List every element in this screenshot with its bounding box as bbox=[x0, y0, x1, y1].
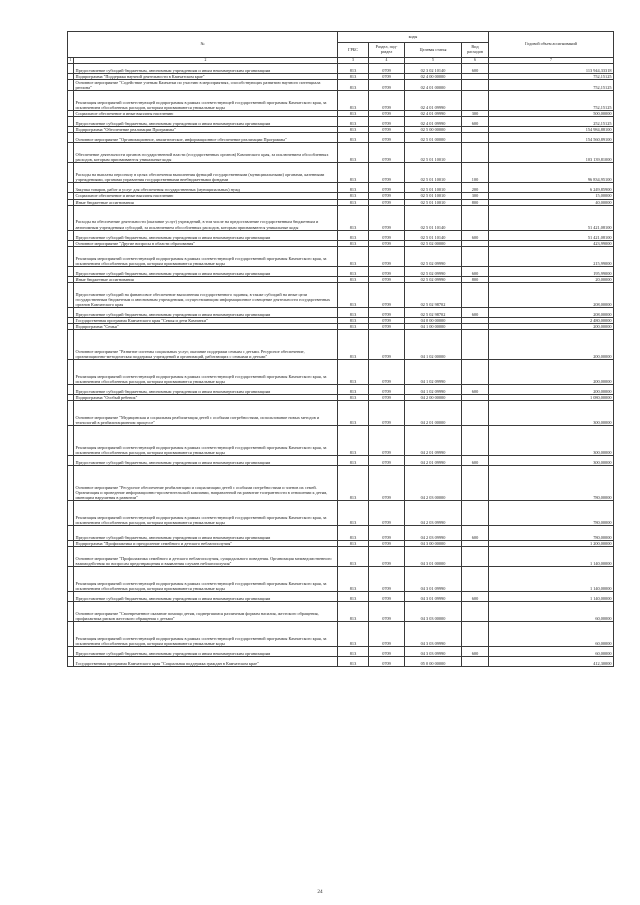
table-row-grbs: 813 bbox=[338, 401, 369, 426]
table-row-vr: 600 bbox=[462, 64, 489, 74]
table-row-vr: 800 bbox=[462, 199, 489, 205]
table-row-grbs: 813 bbox=[338, 592, 369, 602]
table-row-name: Основное мероприятие "Медицинская и социальная реабилитация детей с особыми потребностями, использование новых методов и технологий в реабилитационном процессе" bbox=[74, 401, 338, 426]
table-row-vr bbox=[462, 501, 489, 526]
table-row-vr bbox=[462, 246, 489, 266]
table-row-amount: 208,00000 bbox=[489, 282, 614, 307]
table-row-vr: 300 bbox=[462, 111, 489, 117]
table-row-vr bbox=[462, 330, 489, 360]
table-row-section: 0709 bbox=[369, 456, 405, 466]
table-row-name: Закупка товаров, работ и услуг для обеспечения государственных (муниципальных) нужд bbox=[74, 183, 338, 193]
table-row-amount: 2 480,00000 bbox=[489, 317, 614, 323]
table-row-amount: 1 140,00000 bbox=[489, 547, 614, 567]
table-row bbox=[68, 80, 614, 91]
table-row-amount: 40,00000 bbox=[489, 199, 614, 205]
table-row-target: 02 5 02 00000 bbox=[405, 240, 462, 246]
table-row-section: 0709 bbox=[369, 143, 405, 163]
table-row-grbs: 813 bbox=[338, 385, 369, 395]
table-row-target: 02 4 01 09990 bbox=[405, 117, 462, 127]
table-row-name: Подпрограмма "Семья" bbox=[74, 323, 338, 329]
table-row-target: 04 1 02 09990 bbox=[405, 360, 462, 385]
table-row-target: 02 5 00 00000 bbox=[405, 127, 462, 133]
table-row-target: 04 2 01 09990 bbox=[405, 426, 462, 456]
table-row-vr bbox=[462, 143, 489, 163]
table-row-name: Предоставление субсидий бюджетным, автономным учреждениям и иным некоммерческим организациям bbox=[74, 456, 338, 466]
table-row-amount: 780,00000 bbox=[489, 501, 614, 526]
table-row-grbs: 813 bbox=[338, 133, 369, 143]
table-row-grbs: 813 bbox=[338, 91, 369, 111]
table-row-name: Государственная программа Камчатского края "Семья и дети Камчатки" bbox=[74, 317, 338, 323]
table-row-name: Основное мероприятие "Организационное, аналитическое, информационное обеспечение реализации Программы" bbox=[74, 133, 338, 143]
table-row bbox=[68, 622, 614, 647]
table-row-section: 0709 bbox=[369, 360, 405, 385]
table-row bbox=[68, 456, 614, 466]
table-row-section: 0709 bbox=[369, 501, 405, 526]
table-row-name: Реализация мероприятий соответствующей подпрограммы в рамках соответствующей государственной программы Камчатского края, за исключением обособленных расходов, которым присваиваются уникальные коды bbox=[74, 622, 338, 647]
table-row-section: 0709 bbox=[369, 111, 405, 117]
table-row-amount: 103 139,81000 bbox=[489, 143, 614, 163]
table-row bbox=[68, 385, 614, 395]
table-row-name: Основное мероприятие "Другие вопросы в области образования" bbox=[74, 240, 338, 246]
table-row-amount: 15,00000 bbox=[489, 193, 614, 199]
header-amount: Годовой объем ассигнований bbox=[489, 32, 614, 58]
table-row-target: 02 5 02 09990 bbox=[405, 266, 462, 276]
table-row-grbs: 813 bbox=[338, 282, 369, 307]
table-row-target: 04 2 03 09990 bbox=[405, 526, 462, 541]
header-vr: Вид расходов bbox=[462, 43, 489, 58]
table-body bbox=[68, 64, 614, 667]
table-row-name: Предоставление субсидий бюджетным, автономным учреждениям и иным некоммерческим организациям bbox=[74, 64, 338, 74]
table-row-vr bbox=[462, 622, 489, 647]
table-row-vr: 200 bbox=[462, 183, 489, 193]
table-row bbox=[68, 466, 614, 501]
table-row-name: Реализация мероприятий соответствующей подпрограммы в рамках соответствующей государственной программы Камчатского края, за исключением обособленных расходов, которым присваиваются уникальные коды bbox=[74, 360, 338, 385]
table-row-section: 0709 bbox=[369, 307, 405, 317]
table-row bbox=[68, 330, 614, 360]
table-row-section: 0709 bbox=[369, 163, 405, 183]
table-row-amount: 200,00000 bbox=[489, 323, 614, 329]
table-row-section: 0709 bbox=[369, 466, 405, 501]
table-row-vr bbox=[462, 602, 489, 622]
table-row-section: 0709 bbox=[369, 240, 405, 246]
table-row-name: Расходы на выплаты персоналу в целях обеспечения выполнения функций государственными (муниципальными) органами, казенными учреждениями, органами управления государственными внебюджетными фондами bbox=[74, 163, 338, 183]
table-row bbox=[68, 64, 614, 74]
table-row-target: 04 3 00 00000 bbox=[405, 541, 462, 547]
table-row-section: 0709 bbox=[369, 330, 405, 360]
table-row-target: 04 2 01 00000 bbox=[405, 401, 462, 426]
table-row-vr: 100 bbox=[462, 163, 489, 183]
table-row-amount: 300,00000 bbox=[489, 426, 614, 456]
table-row-target: 02 5 01 10140 bbox=[405, 205, 462, 230]
table-row-vr: 600 bbox=[462, 456, 489, 466]
table-row-amount: 423,99000 bbox=[489, 240, 614, 246]
table-row-target: 02 5 01 10010 bbox=[405, 183, 462, 193]
header-index: 3 bbox=[338, 58, 369, 64]
table-row bbox=[68, 547, 614, 567]
header-section: Раздел, под-раздел bbox=[369, 43, 405, 58]
table-row-grbs: 813 bbox=[338, 64, 369, 74]
budget-sheet bbox=[67, 31, 613, 667]
table-row-grbs: 813 bbox=[338, 317, 369, 323]
table-row-amount: 215,99000 bbox=[489, 246, 614, 266]
table-row-section: 0709 bbox=[369, 622, 405, 647]
table-row-amount: 1 080,00000 bbox=[489, 395, 614, 401]
table-row-target: 04 2 01 09990 bbox=[405, 456, 462, 466]
table-row-amount: 154 984,88100 bbox=[489, 127, 614, 133]
table-row-amount: 1 200,00000 bbox=[489, 541, 614, 547]
table-row-section: 0709 bbox=[369, 199, 405, 205]
header-target: Целевая статья bbox=[405, 43, 462, 58]
table-row-target: 04 2 03 09990 bbox=[405, 501, 462, 526]
table-row-vr bbox=[462, 567, 489, 592]
table-row bbox=[68, 230, 614, 240]
table-row-section: 0709 bbox=[369, 266, 405, 276]
table-row-grbs: 813 bbox=[338, 622, 369, 647]
table-row-vr: 600 bbox=[462, 385, 489, 395]
table-row-amount: 780,00000 bbox=[489, 526, 614, 541]
table-row-vr bbox=[462, 360, 489, 385]
table-row-target: 02 5 01 10010 bbox=[405, 143, 462, 163]
table-row-grbs: 813 bbox=[338, 74, 369, 80]
table-row-name: Предоставление субсидий бюджетным, автономным учреждениям и иным некоммерческим организациям bbox=[74, 230, 338, 240]
table-row-amount: 96 834,95100 bbox=[489, 163, 614, 183]
table-row-name: Предоставление субсидий бюджетным, автономным учреждениям и иным некоммерческим организациям bbox=[74, 526, 338, 541]
table-row bbox=[68, 266, 614, 276]
table-row-grbs: 813 bbox=[338, 117, 369, 127]
table-row bbox=[68, 526, 614, 541]
table-row-target: 05 0 00 00000 bbox=[405, 657, 462, 667]
table-row-grbs: 813 bbox=[338, 143, 369, 163]
table-row-section: 0709 bbox=[369, 276, 405, 282]
table-row-section: 0709 bbox=[369, 657, 405, 667]
table-row-vr bbox=[462, 205, 489, 230]
table-row-name: Подпрограмма "Особый ребенок" bbox=[74, 395, 338, 401]
table-row-amount: 300,00000 bbox=[489, 456, 614, 466]
table-row-amount: 60,00000 bbox=[489, 622, 614, 647]
table-row bbox=[68, 657, 614, 667]
table-row-amount: 500,00000 bbox=[489, 111, 614, 117]
page-number: 24 bbox=[317, 889, 323, 895]
table-row-amount: 208,00000 bbox=[489, 307, 614, 317]
table-row-target: 04 1 00 00000 bbox=[405, 323, 462, 329]
table-row-grbs: 813 bbox=[338, 111, 369, 117]
table-row-amount: 1 140,00000 bbox=[489, 592, 614, 602]
table-row-amount: 60,00000 bbox=[489, 647, 614, 657]
table-row-grbs: 813 bbox=[338, 199, 369, 205]
table-row-grbs: 813 bbox=[338, 323, 369, 329]
table-row-name: Реализация мероприятий соответствующей подпрограммы в рамках соответствующей государственной программы Камчатского края, за исключением обособленных расходов, которым присваиваются уникальные коды bbox=[74, 501, 338, 526]
table-row-vr bbox=[462, 133, 489, 143]
table-row bbox=[68, 307, 614, 317]
table-row-amount: 752,15125 bbox=[489, 80, 614, 91]
table-row-section: 0709 bbox=[369, 401, 405, 426]
header-index: 6 bbox=[462, 58, 489, 64]
table-row-vr: 600 bbox=[462, 592, 489, 602]
table-row-grbs: 813 bbox=[338, 183, 369, 193]
table-row bbox=[68, 282, 614, 307]
table-row-name: Предоставление субсидий бюджетным, автономным учреждениям и иным некоммерческим организациям bbox=[74, 592, 338, 602]
table-row bbox=[68, 133, 614, 143]
table-row bbox=[68, 647, 614, 657]
table-row-name: Реализация мероприятий соответствующей подпрограммы в рамках соответствующей государственной программы Камчатского края, за исключением обособленных расходов, которым присваиваются уникальные коды bbox=[74, 567, 338, 592]
table-row-name: Подпрограмма "Обеспечение реализации Программы" bbox=[74, 127, 338, 133]
table-row bbox=[68, 401, 614, 426]
table-row-section: 0709 bbox=[369, 64, 405, 74]
table-row-amount: 1 140,00000 bbox=[489, 567, 614, 592]
table-row-grbs: 813 bbox=[338, 80, 369, 91]
table-row-section: 0709 bbox=[369, 541, 405, 547]
table-row-grbs: 813 bbox=[338, 240, 369, 246]
table-row-target: 04 3 03 09990 bbox=[405, 647, 462, 657]
table-row-amount: 200,00000 bbox=[489, 330, 614, 360]
table-row-grbs: 813 bbox=[338, 647, 369, 657]
header-index: 5 bbox=[405, 58, 462, 64]
table-row-grbs: 813 bbox=[338, 526, 369, 541]
table-row-name: Расходы на обеспечение деятельности (оказание услуг) учреждений, в том числе на предоставление государственным бюджетным и автономным учреждениям субсидий, за исключением обособленных расходов, которым присваиваются уникальные коды bbox=[74, 205, 338, 230]
table-row-grbs: 813 bbox=[338, 456, 369, 466]
table-row bbox=[68, 567, 614, 592]
table-row-amount: 752,15125 bbox=[489, 74, 614, 80]
table-row-amount: 412,30000 bbox=[489, 657, 614, 667]
table-row-amount: 60,00000 bbox=[489, 602, 614, 622]
table-row bbox=[68, 143, 614, 163]
table-row-target: 04 3 01 09990 bbox=[405, 592, 462, 602]
table-row-amount: 200,00000 bbox=[489, 360, 614, 385]
table-row-target: 04 3 01 09990 bbox=[405, 567, 462, 592]
table-row bbox=[68, 426, 614, 456]
table-row-target: 04 3 03 09990 bbox=[405, 622, 462, 647]
table-row-grbs: 813 bbox=[338, 501, 369, 526]
table-row-amount: 252,15125 bbox=[489, 117, 614, 127]
table-row-name: Государственная программа Камчатского края "Социальная поддержка граждан в Камчатском крае" bbox=[74, 657, 338, 667]
table-row bbox=[68, 501, 614, 526]
table-row bbox=[68, 602, 614, 622]
table-row-target: 02 4 01 09990 bbox=[405, 111, 462, 117]
header-index: 4 bbox=[369, 58, 405, 64]
table-row-amount: 195,99000 bbox=[489, 266, 614, 276]
table-row-section: 0709 bbox=[369, 127, 405, 133]
table-row-amount: 200,00000 bbox=[489, 385, 614, 395]
table-row-section: 0709 bbox=[369, 602, 405, 622]
table-row-vr bbox=[462, 547, 489, 567]
table-row-target: 02 5 01 10010 bbox=[405, 199, 462, 205]
table-row-grbs: 813 bbox=[338, 360, 369, 385]
table-row-target: 02 4 01 00000 bbox=[405, 80, 462, 91]
table-row-target: 02 4 00 00000 bbox=[405, 74, 462, 80]
table-row bbox=[68, 117, 614, 127]
header-index: 1 bbox=[68, 58, 74, 64]
table-row-vr bbox=[462, 426, 489, 456]
table-row-target: 04 1 02 00000 bbox=[405, 330, 462, 360]
table-row-name: Иные бюджетные ассигнования bbox=[74, 199, 338, 205]
table-row-section: 0709 bbox=[369, 193, 405, 199]
header-index: 7 bbox=[489, 58, 614, 64]
table-row-target: 04 2 03 00000 bbox=[405, 466, 462, 501]
header-number: № bbox=[68, 32, 338, 58]
table-row-section: 0709 bbox=[369, 133, 405, 143]
table-row-section: 0709 bbox=[369, 323, 405, 329]
table-row-name: Предоставление субсидий бюджетным, автономным учреждениям и иным некоммерческим организациям bbox=[74, 385, 338, 395]
table-row-target: 02 5 02 98702 bbox=[405, 282, 462, 307]
header-grbs: ГРБС bbox=[338, 43, 369, 58]
table-row-section: 0709 bbox=[369, 74, 405, 80]
table-row-target: 02 5 02 09990 bbox=[405, 246, 462, 266]
table-row-grbs: 813 bbox=[338, 602, 369, 622]
table-row-section: 0709 bbox=[369, 592, 405, 602]
table-row-grbs: 813 bbox=[338, 547, 369, 567]
table-row-name: Основное мероприятие "Ресурсное обеспечение реабилитации и социализации детей с особыми потребностями и членов их семей. Организация и проведение информационно-просветительской кампании, направленной на развитие толерантности в отношении к детям, имеющим нарушения в развитии" bbox=[74, 466, 338, 501]
table-row-vr: 600 bbox=[462, 526, 489, 541]
table-row-name: Основное мероприятие "Своевременное оказание помощи детям, подвергшимся различным формам насилия, жестокого обращения, профилактика рисков жестокого обращения с детьми" bbox=[74, 602, 338, 622]
table-row-name: Подпрограмма "Профилактика и преодоление семейного и детского неблагополучия" bbox=[74, 541, 338, 547]
table-row-name: Социальное обеспечение и иные выплаты населению bbox=[74, 193, 338, 199]
table-row-target: 04 3 01 00000 bbox=[405, 547, 462, 567]
table-row bbox=[68, 163, 614, 183]
table-row-vr: 800 bbox=[462, 276, 489, 282]
table-row-grbs: 813 bbox=[338, 541, 369, 547]
table-row bbox=[68, 205, 614, 230]
table-row-section: 0709 bbox=[369, 91, 405, 111]
header-index: 2 bbox=[74, 58, 338, 64]
table-row-grbs: 813 bbox=[338, 567, 369, 592]
table-row-name: Предоставление субсидий бюджетным, автономным учреждениям и иным некоммерческим организациям bbox=[74, 266, 338, 276]
table-row-name: Обеспечение деятельности органов государственной власти (государственных органов) Камчатского края, за исключением обособленных расходов, которым присваиваются уникальные коды bbox=[74, 143, 338, 163]
table-row-target: 02 5 01 00000 bbox=[405, 133, 462, 143]
table-row-target: 04 2 00 00000 bbox=[405, 395, 462, 401]
table-row-vr bbox=[462, 91, 489, 111]
table-row-vr bbox=[462, 466, 489, 501]
table-row bbox=[68, 91, 614, 111]
table-row-section: 0709 bbox=[369, 282, 405, 307]
table-row-name: Предоставление субсидий бюджетным, автономным учреждениям и иным некоммерческим организациям bbox=[74, 647, 338, 657]
table-row-name: Основное мероприятие "Профилактика семейного и детского неблагополучия, суицидального поведения. Организация межведомственного взаимодействия по вопросам предотвращения и выявления случаев неблагополучия" bbox=[74, 547, 338, 567]
table-row-grbs: 813 bbox=[338, 307, 369, 317]
table-row-amount: 752,15125 bbox=[489, 91, 614, 111]
table-row-grbs: 813 bbox=[338, 276, 369, 282]
table-row bbox=[68, 592, 614, 602]
table-row-name: Основное мероприятие "Содействие ученым Камчатки по участию в мероприятиях, способствующих развитию научного потенциала региона" bbox=[74, 80, 338, 91]
table-row-grbs: 813 bbox=[338, 127, 369, 133]
table-row-amount: 780,00000 bbox=[489, 466, 614, 501]
table-row-name: Реализация мероприятий соответствующей подпрограммы в рамках соответствующей государственной программы Камчатского края, за исключением обособленных расходов, которым присваиваются уникальные коды bbox=[74, 426, 338, 456]
table-row bbox=[68, 183, 614, 193]
table-row-target: 02 5 02 09990 bbox=[405, 276, 462, 282]
table-row-grbs: 813 bbox=[338, 163, 369, 183]
table-row-amount: 20,00000 bbox=[489, 276, 614, 282]
table-row-section: 0709 bbox=[369, 526, 405, 541]
table-row-target: 02 4 01 09990 bbox=[405, 91, 462, 111]
table-row-section: 0709 bbox=[369, 567, 405, 592]
table-row-vr: 600 bbox=[462, 307, 489, 317]
table-row-section: 0709 bbox=[369, 395, 405, 401]
table-row-grbs: 813 bbox=[338, 193, 369, 199]
table-row-vr bbox=[462, 80, 489, 91]
table-row-target: 02 5 01 10010 bbox=[405, 193, 462, 199]
table-row-section: 0709 bbox=[369, 317, 405, 323]
table-row-amount: 51 421,08100 bbox=[489, 205, 614, 230]
table-row-section: 0709 bbox=[369, 230, 405, 240]
table-row-amount: 300,00000 bbox=[489, 401, 614, 426]
table-row-section: 0709 bbox=[369, 205, 405, 230]
table-row-name: Основное мероприятие "Развитие системы социальных услуг, оказание поддержки семьям с детьми. Ресурсное обеспечение, организационно-методическая поддержка учреждений и организаций, работающих с семьями и детьми" bbox=[74, 330, 338, 360]
table-row-name: Предоставление субсидий бюджетным, автономным учреждениям и иным некоммерческим организациям bbox=[74, 307, 338, 317]
table-row-vr: 300 bbox=[462, 193, 489, 199]
table-row-vr bbox=[462, 282, 489, 307]
table-row-section: 0709 bbox=[369, 183, 405, 193]
table-row-amount: 154 560,89100 bbox=[489, 133, 614, 143]
table-row-target: 04 1 02 09990 bbox=[405, 385, 462, 395]
table-row-section: 0709 bbox=[369, 385, 405, 395]
table-row-name: Реализация мероприятий соответствующей подпрограммы в рамках соответствующей государственной программы Камчатского края, за исключением обособленных расходов, которым присваиваются уникальные коды bbox=[74, 91, 338, 111]
table-row-name: Иные бюджетные ассигнования bbox=[74, 276, 338, 282]
table-row bbox=[68, 246, 614, 266]
table-row-vr bbox=[462, 401, 489, 426]
table-row-amount: 51 421,08100 bbox=[489, 230, 614, 240]
table-row-section: 0709 bbox=[369, 117, 405, 127]
table-row-vr: 600 bbox=[462, 266, 489, 276]
table-row-name: Реализация мероприятий соответствующей подпрограммы в рамках соответствующей государственной программы Камчатского края, за исключением обособленных расходов, которым присваиваются уникальные коды bbox=[74, 246, 338, 266]
table-row-grbs: 813 bbox=[338, 266, 369, 276]
table-row-vr: 600 bbox=[462, 647, 489, 657]
table-row-vr bbox=[462, 657, 489, 667]
table-row bbox=[68, 360, 614, 385]
table-row-grbs: 813 bbox=[338, 426, 369, 456]
table-row-grbs: 813 bbox=[338, 466, 369, 501]
table-row-amount: 113 944,33318 bbox=[489, 64, 614, 74]
table-row-grbs: 813 bbox=[338, 205, 369, 230]
table-row-grbs: 813 bbox=[338, 657, 369, 667]
table-row-section: 0709 bbox=[369, 547, 405, 567]
table-row-vr: 600 bbox=[462, 117, 489, 127]
table-row-section: 0709 bbox=[369, 426, 405, 456]
table-row-target: 02 5 02 98702 bbox=[405, 307, 462, 317]
table-row-grbs: 813 bbox=[338, 230, 369, 240]
table-row-grbs: 813 bbox=[338, 395, 369, 401]
table-row-vr: 600 bbox=[462, 230, 489, 240]
table-row-name: Подпрограмма "Поддержка научной деятельности в Камчатском крае" bbox=[74, 74, 338, 80]
table-row-target: 04 0 00 00000 bbox=[405, 317, 462, 323]
table-row-grbs: 813 bbox=[338, 246, 369, 266]
table-row-target: 02 3 02 10140 bbox=[405, 64, 462, 74]
table-row-section: 0709 bbox=[369, 647, 405, 657]
table-row-section: 0709 bbox=[369, 246, 405, 266]
table-row-grbs: 813 bbox=[338, 330, 369, 360]
table-header-row bbox=[68, 32, 614, 43]
table-row-name: Предоставление субсидий на финансовое обеспечение выполнения государственного задания, в также субсидий на иные цели государственным бюджетным и автономным учреждениям, осуществляющим информационное освещение деятельности государственных органов Камчатского края bbox=[74, 282, 338, 307]
table-row-name: Социальное обеспечение и иные выплаты населению bbox=[74, 111, 338, 117]
table-row-target: 02 5 01 10140 bbox=[405, 230, 462, 240]
table-row-section: 0709 bbox=[369, 80, 405, 91]
table-row-target: 04 3 03 00000 bbox=[405, 602, 462, 622]
table-row-target: 02 5 01 10010 bbox=[405, 163, 462, 183]
budget-table bbox=[67, 31, 614, 667]
header-codes: коды bbox=[338, 32, 489, 43]
table-row-amount: 6 249,85900 bbox=[489, 183, 614, 193]
table-row-name: Предоставление субсидий бюджетным, автономным учреждениям и иным некоммерческим организациям bbox=[74, 117, 338, 127]
